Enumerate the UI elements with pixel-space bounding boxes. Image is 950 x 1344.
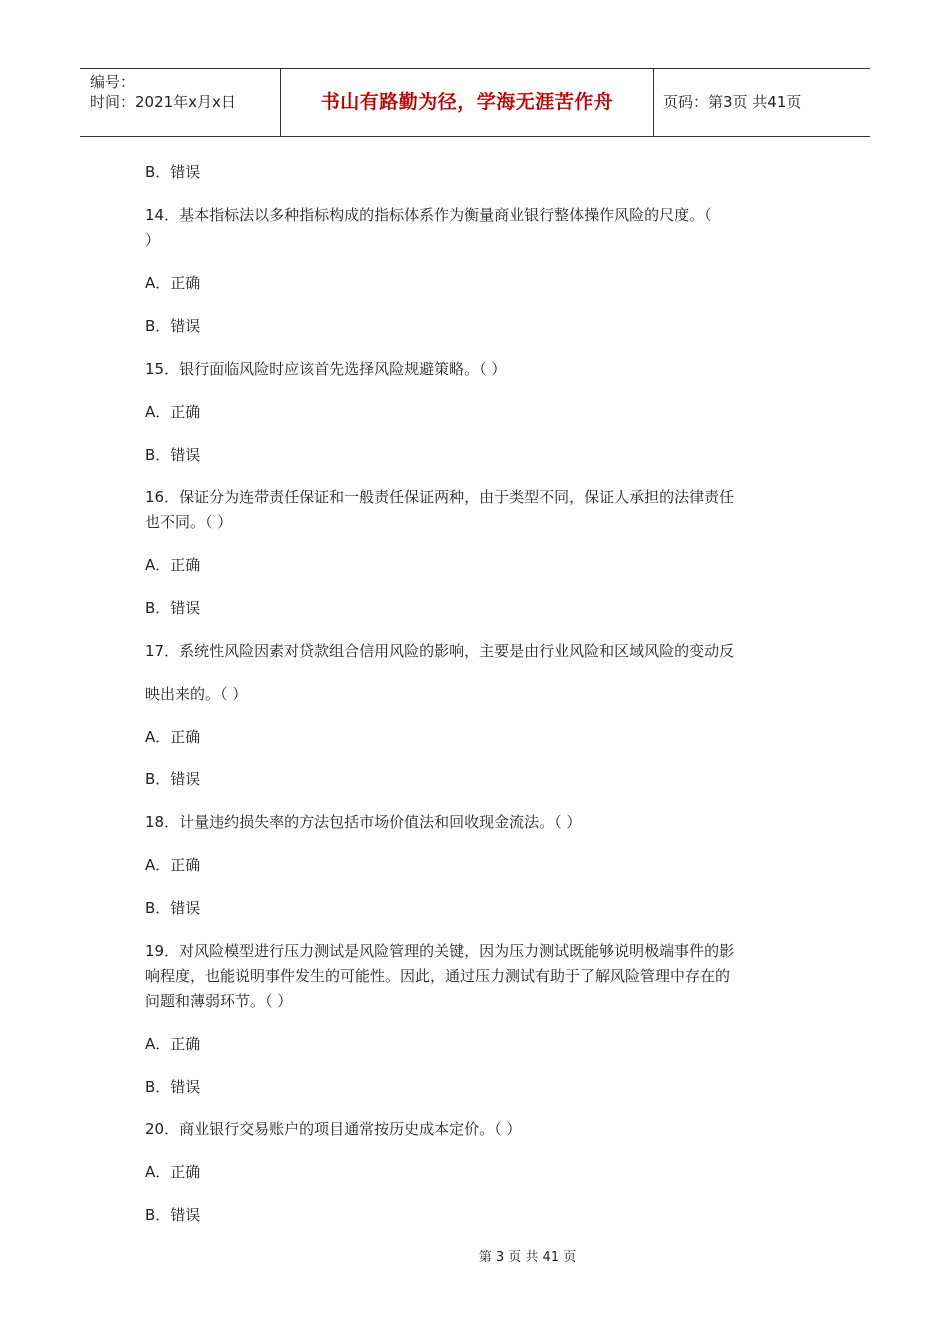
header-middle-cell [280,69,654,136]
option-line: A．正确 [145,1035,201,1053]
question-line: 17．系统性风险因素对贷款组合信用风险的影响，主要是由行业风险和区域风险的变动反 [145,642,735,660]
page-footer [0,1246,950,1265]
date-label: 时间：2021年x月x日 [90,93,236,111]
page-info: 页码：第3页 共41页 [663,93,802,111]
option-line: A．正确 [145,1163,201,1181]
option-line: A．正确 [145,556,201,574]
page-header [80,68,870,137]
question-line: 14．基本指标法以多种指标构成的指标体系作为衡量商业银行整体操作风险的尺度。（ [145,206,712,224]
header-left-cell [80,69,280,136]
question-line: 问题和薄弱环节。（ ） [145,992,293,1010]
question-line: 18．计量违约损失率的方法包括市场价值法和回收现金流法。（ ） [145,813,582,831]
question-line: 映出来的。（ ） [145,685,248,703]
option-line: A．正确 [145,403,201,421]
question-line: 响程度，也能说明事件发生的可能性。因此，通过压力测试有助于了解风险管理中存在的 [145,967,731,985]
option-line: B．错误 [145,163,201,181]
option-line: B．错误 [145,1078,201,1096]
question-line: 20．商业银行交易账户的项目通常按历史成本定价。（ ） [145,1120,522,1138]
motto-text: 书山有路勤为径，学海无涯苦作舟 [320,91,614,113]
option-line: B．错误 [145,599,201,617]
footer-page-number: 第 3 页 共 41 页 [478,1250,577,1265]
option-line: B．错误 [145,1206,201,1224]
option-line: B．错误 [145,446,201,464]
option-line: B．错误 [145,317,201,335]
option-line: B．错误 [145,899,201,917]
header-right-cell [653,69,870,136]
option-line: A．正确 [145,856,201,874]
option-line: A．正确 [145,274,201,292]
question-line: 也不同。（ ） [145,513,233,531]
question-line: 15．银行面临风险时应该首先选择风险规避策略。（ ） [145,360,507,378]
question-line: 19．对风险模型进行压力测试是风险管理的关键，因为压力测试既能够说明极端事件的影 [145,942,735,960]
question-line: ） [145,231,161,249]
question-line: 16．保证分为连带责任保证和一般责任保证两种，由于类型不同，保证人承担的法律责任 [145,488,735,506]
serial-label: 编号： [90,73,136,91]
option-line: B．错误 [145,770,201,788]
option-line: A．正确 [145,728,201,746]
